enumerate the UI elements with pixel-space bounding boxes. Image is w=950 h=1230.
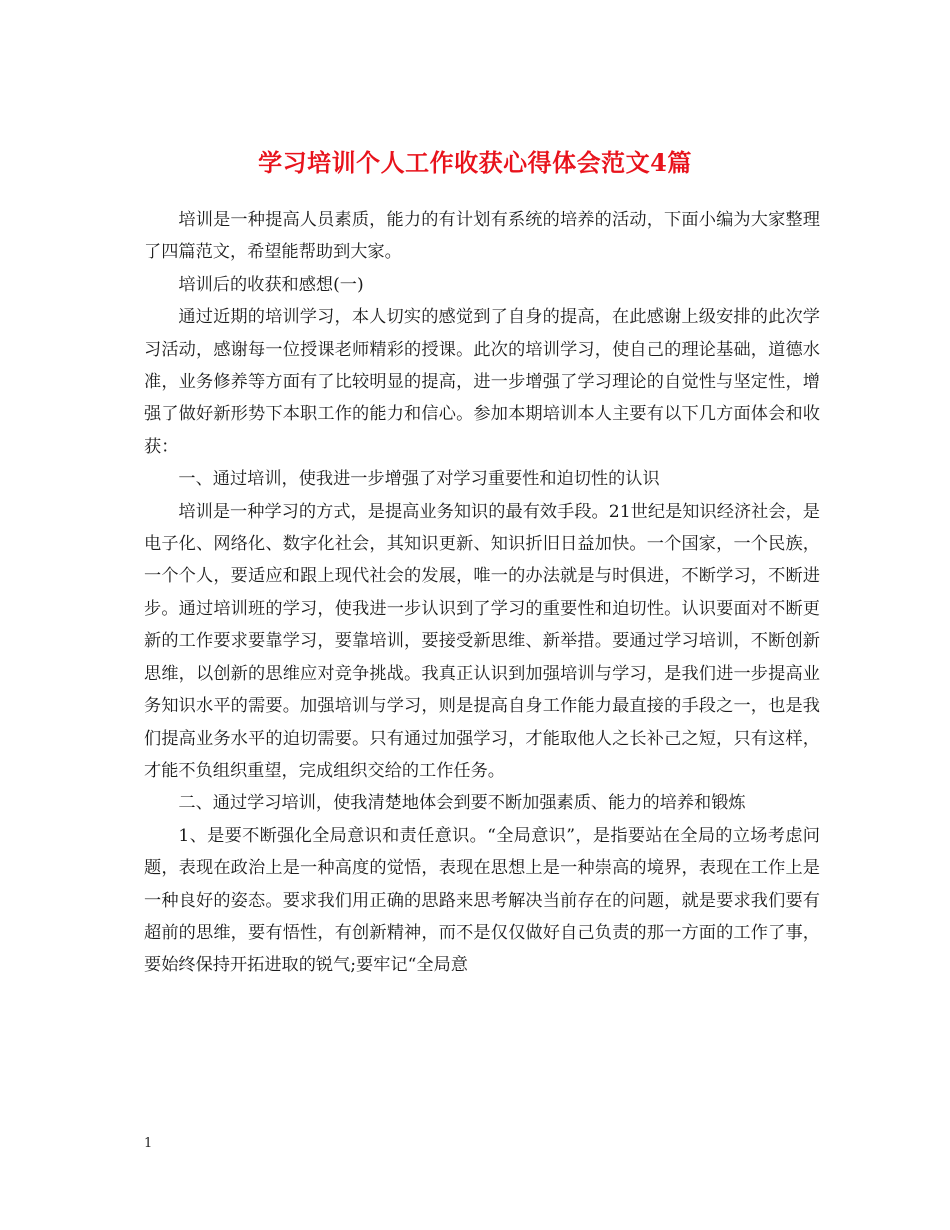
intro-paragraph: 培训是一种提高人员素质，能力的有计划有系统的培养的活动，下面小编为大家整理了四篇范文，希望能帮助到大家。 [144,210,820,263]
body-paragraph: 1、是要不断强化全局意识和责任意识。“全局意识”，是指要站在全局的立场考虑问题，表现在政治上是一种高度的觉悟，表现在思想上是一种崇高的境界，表现在工作上是一种良好的姿态。要求我们用正确的思路来思考解决当前存在的问题，就是要求我们要有超前的思维，要有悟性，有创新精神，而不是仅仅做好自己负责的那一方面的工作了事，要始终保持开拓进取的锐气;要牢记“全局意 [144,825,820,976]
section-heading-1: 培训后的收获和感想(一) [178,274,364,295]
page-number: 1 [144,1136,153,1151]
body-paragraph: 通过近期的培训学习，本人切实的感觉到了自身的提高，在此感谢上级安排的此次学习活动，感谢每一位授课老师精彩的授课。此次的培训学习，使自己的理论基础，道德水准，业务修养等方面有了比较明显的提高，进一步增强了学习理论的自觉性与坚定性，增强了做好新形势下本职工作的能力和信心。参加本期培训本人主要有以下几方面体会和收获： [144,307,820,457]
subheading-2: 二、通过学习培训，使我清楚地体会到要不断加强素质、能力的培养和锻炼 [178,793,746,814]
body-paragraph: 培训是一种学习的方式，是提高业务知识的最有效手段。21世纪是知识经济社会，是电子化、网络化、数字化社会，其知识更新、知识折旧日益加快。一个国家，一个民族，一个个人，要适应和跟上现代社会的发展，唯一的办法就是与时俱进，不断学习，不断进步。通过培训班的学习，使我进一步认识到了学习的重要性和迫切性。认识要面对不断更新的工作要求要靠学习，要靠培训，要接受新思维、新举措。要通过学习培训，不断创新思维，以创新的思维应对竞争挑战。我真正认识到加强培训与学习，是我们进一步提高业务知识水平的需要。加强培训与学习，则是提高自身工作能力最直接的手段之一，也是我们提高业务水平的迫切需要。只有通过加强学习，才能取他人之长补己之短，只有这样，才能不负组织重望，完成组织交给的工作任务。 [144,501,820,781]
document-body [144,204,820,982]
subheading-1: 一、通过培训，使我进一步增强了对学习重要性和迫切性的认识 [178,469,660,490]
document-title: 学习培训个人工作收获心得体会范文4篇 [258,148,692,178]
